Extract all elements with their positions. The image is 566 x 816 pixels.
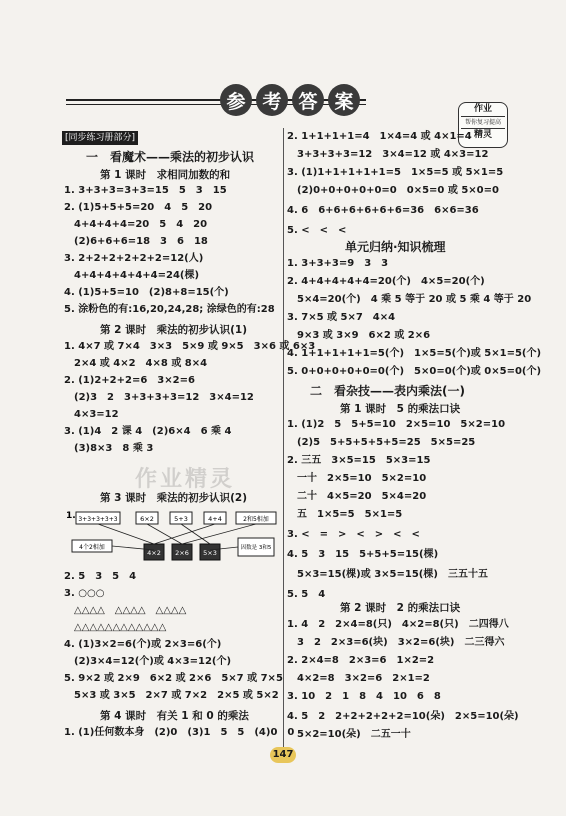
answer-line: 4×2=8 3×2=6 2×1=2 (287, 673, 430, 684)
answer-line: 5. 0+0+0+0+0=0(个) 5×0=0(个)或 0×5=0(个) (287, 366, 542, 377)
title-char: 答 (292, 84, 324, 116)
diagram-label: 5+3 (174, 515, 188, 523)
badge-bottom: 精灵 (473, 130, 492, 140)
lesson-title: 第 1 课时 5 的乘法口诀 (340, 403, 461, 415)
section-title: 一 看魔术——乘法的初步认识 (86, 150, 255, 164)
title-char: 考 (256, 84, 288, 116)
answer-line: (2)3×4=12(个)或 4×3=12(个) (64, 656, 232, 667)
diagram-label: 2×6 (175, 549, 189, 557)
lesson-title: 第 2 课时 乘法的初步认识(1) (100, 324, 248, 336)
answer-line: 2. (1)5+5+5=20 4 5 20 (64, 202, 213, 213)
answer-line: 3. 7×5 或 5×7 4×4 (287, 312, 396, 323)
diagram-label: 2和5相加 (243, 516, 269, 523)
answer-line: 4. 1+1+1+1+1=5(个) 1×5=5(个)或 5×1=5(个) (287, 348, 542, 359)
page-title (220, 84, 360, 116)
answer-line: 五 1×5=5 5×1=5 (287, 509, 403, 520)
column-divider (283, 128, 284, 756)
answer-line: 一十 2×5=10 5×2=10 (287, 473, 427, 484)
badge-top: 作业 (473, 104, 492, 114)
answer-line: △△△△△△△△△△△△ (64, 622, 167, 633)
section-title: 二 看杂技——表内乘法(一) (310, 384, 465, 398)
answer-line: 5×2=10(朵) 二五一十 (287, 729, 411, 740)
answer-line: (2)5 5+5+5+5+5=25 5×5=25 (287, 437, 476, 448)
answer-line: 3. 10 2 1 8 4 10 6 8 (287, 691, 441, 702)
answer-line: 2. (1)2+2+2=6 3×2=6 (64, 375, 195, 386)
answer-line: 9×3 或 3×9 6×2 或 2×6 (287, 330, 431, 341)
answer-line: 5. 9×2 或 2×9 6×2 或 2×6 5×7 或 7×5 (64, 673, 283, 684)
diagram-label: 3+3+3+3+3 (78, 516, 118, 523)
answer-line: 二十 4×5=20 5×4=20 (287, 491, 427, 502)
lesson-title: 第 1 课时 求相同加数的和 (100, 169, 231, 181)
diagram-label: 因数是 3和5 (240, 545, 272, 551)
answer-line: 1. (1)2 5 5+5=10 2×5=10 5×2=10 (287, 419, 506, 430)
answer-line: 3+3+3+3=12 3×4=12 或 4×3=12 (287, 149, 489, 160)
answer-line: 1. 4 2 2×4=8(只) 4×2=8(只) 二四得八 (287, 619, 509, 630)
diagram-label: 6×2 (140, 515, 154, 523)
answer-line: 4. (1)3×2=6(个)或 2×3=6(个) (64, 639, 222, 650)
answer-line: (2)6+6+6=18 3 6 18 (64, 236, 208, 247)
answer-line: 1. 3+3+3=3+3=15 5 3 15 (64, 185, 227, 196)
answer-line: 1. 4×7 或 7×4 3×3 5×9 或 9×5 3×6 或 6×3 (64, 341, 316, 352)
diagram-box (204, 512, 226, 524)
badge-middle: 帮你复习提高 (461, 116, 505, 129)
lesson-title: 第 4 课时 有关 1 和 0 的乘法 (100, 710, 249, 722)
answer-line: 1. (1)任何数本身 (2)0 (3)1 5 5 (4)0 0 (64, 727, 295, 738)
section-tag: [同步练习册部分] (62, 131, 138, 145)
answer-line: 4. 6 6+6+6+6+6+6=36 6×6=36 (287, 205, 479, 216)
diagram-label: 4×2 (147, 549, 161, 557)
answer-line: 5. 涂粉色的有:16,20,24,28; 涂绿色的有:28 (64, 304, 275, 315)
diagram-box (236, 512, 276, 524)
answer-line: 3. 2+2+2+2+2+2=12(人) (64, 253, 204, 264)
answer-line: 4. (1)5+5=10 (2)8+8=15(个) (64, 287, 229, 298)
diagram-pot (172, 544, 192, 560)
answer-line: 3. < = > < > < < (287, 529, 420, 540)
section-title: 单元归纳·知识梳理 (345, 240, 446, 254)
diagram-pot (144, 544, 164, 560)
answer-line: 4+4+4+4=20 5 4 20 (64, 219, 208, 230)
answer-line: 5. 5 4 (287, 589, 326, 600)
answer-line: 1. 3+3+3=9 3 3 (287, 258, 389, 269)
diagram-label: 5×3 (203, 549, 217, 557)
answer-line: 4. 5 2 2+2+2+2+2=10(朵) 2×5=10(朵) (287, 711, 519, 722)
diagram-box (170, 512, 192, 524)
answer-line: 2. 1+1+1+1=4 1×4=4 或 4×1=4 (287, 131, 472, 142)
answer-line: 2. 4+4+4+4+4=20(个) 4×5=20(个) (287, 276, 485, 287)
answer-line: 2. 2×4=8 2×3=6 1×2=2 (287, 655, 435, 666)
answer-line: (2)0+0+0+0+0=0 0×5=0 或 5×0=0 (287, 185, 499, 196)
diagram-box (72, 540, 112, 552)
answer-line: 3 2 2×3=6(块) 3×2=6(块) 二三得六 (287, 637, 505, 648)
answer-line: 2. 5 3 5 4 (64, 571, 137, 582)
watermark: 作业精灵 (135, 467, 236, 492)
lesson-title: 第 2 课时 2 的乘法口诀 (340, 602, 461, 614)
svg-text:1.: 1. (66, 511, 76, 521)
diagram-box (136, 512, 158, 524)
answer-line: 4+4+4+4+4+4=24(棵) (64, 270, 200, 281)
answer-line: 5×4=20(个) 4 乘 5 等于 20 或 5 乘 4 等于 20 (287, 294, 532, 305)
answer-line: 3. (1)4 2 课 4 (2)6×4 6 乘 4 (64, 426, 232, 437)
answer-line: (3)8×3 8 乘 3 (64, 443, 154, 454)
title-char: 案 (328, 84, 360, 116)
diagram-box (76, 512, 120, 524)
lesson-title: 第 3 课时 乘法的初步认识(2) (100, 492, 248, 504)
answer-line: (2)3 2 3+3+3+3=12 3×4=12 (64, 392, 254, 403)
answer-line: 3. ○○○ (64, 588, 105, 599)
answer-line: 4. 5 3 15 5+5+5=15(棵) (287, 549, 439, 560)
answer-line: 5×3=15(棵)或 3×5=15(棵) 三五十五 (287, 569, 488, 580)
answer-line: 5×3 或 3×5 2×7 或 7×2 2×5 或 5×2 (64, 690, 279, 701)
answer-line: 3. (1)1+1+1+1+1=5 1×5=5 或 5×1=5 (287, 167, 504, 178)
matching-diagram (66, 510, 280, 570)
diagram-label: 4+4 (208, 515, 222, 523)
answer-line: 2×4 或 4×2 4×8 或 8×4 (64, 358, 208, 369)
answer-line: 2. 三五 3×5=15 5×3=15 (287, 455, 431, 466)
diagram-pot (200, 544, 220, 560)
diagram-label: 4个2相加 (79, 544, 105, 551)
diagram-box (238, 538, 274, 556)
page-number: 147 (270, 747, 296, 763)
answer-line: 5. < < < (287, 225, 347, 236)
title-char: 参 (220, 84, 252, 116)
answer-line: 4×3=12 (64, 409, 119, 420)
answer-line: △△△△ △△△△ △△△△ (64, 605, 187, 616)
